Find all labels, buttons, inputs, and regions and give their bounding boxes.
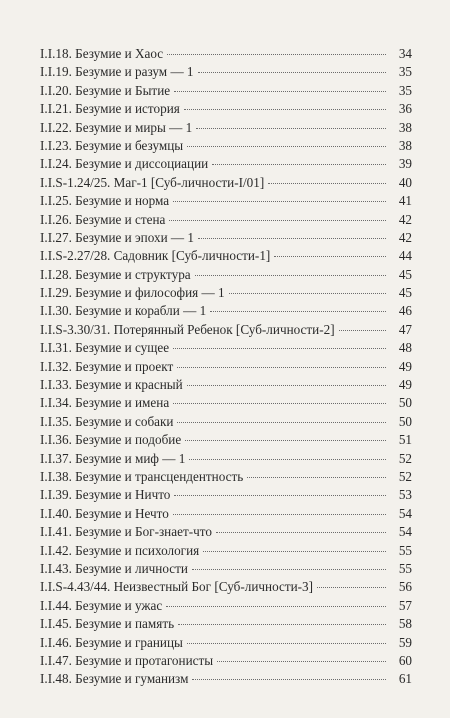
dot-leader (196, 128, 386, 129)
toc-entry-page-number: 42 (398, 229, 412, 245)
toc-entry-page-number: 47 (398, 321, 412, 337)
toc-entry (40, 284, 412, 302)
dot-leader (174, 495, 386, 496)
toc-entry-page-number: 57 (398, 597, 412, 613)
toc-entry-page-number: 55 (398, 542, 412, 558)
toc-entry-page-number: 60 (398, 652, 412, 668)
dot-leader (274, 256, 386, 257)
dot-leader (166, 606, 386, 607)
table-of-contents (40, 45, 412, 689)
dot-leader (217, 661, 386, 662)
toc-entry-title: I.I.42. Безумие и психология (40, 542, 200, 558)
dot-leader (317, 587, 386, 588)
toc-entry-title: I.I.24. Безумие и диссоциации (40, 156, 209, 172)
toc-entry (40, 302, 412, 320)
dot-leader (339, 330, 386, 331)
toc-entry (40, 339, 412, 357)
toc-entry (40, 211, 412, 229)
toc-entry-title: I.I.48. Безумие и гуманизм (40, 671, 189, 687)
toc-entry-title: I.I.S-1.24/25. Маг-1 [Суб-личности-I/01] (40, 174, 265, 190)
toc-entry-title: I.I.20. Безумие и Бытие (40, 82, 171, 98)
toc-entry-page-number: 52 (398, 468, 412, 484)
toc-entry (40, 615, 412, 633)
toc-entry (40, 468, 412, 486)
dot-leader (178, 624, 386, 625)
toc-entry-title: I.I.37. Безумие и миф — 1 (40, 450, 186, 466)
dot-leader (173, 514, 386, 515)
toc-entry-title: I.I.43. Безумие и личности (40, 560, 188, 576)
dot-leader (192, 569, 386, 570)
toc-entry-page-number: 46 (398, 303, 412, 319)
toc-entry-title: I.I.26. Безумие и стена (40, 211, 166, 227)
toc-entry (40, 45, 412, 63)
toc-entry (40, 82, 412, 100)
dot-leader (185, 440, 386, 441)
toc-entry-title: I.I.18. Безумие и Хаос (40, 46, 164, 61)
toc-entry (40, 63, 412, 81)
dot-leader (169, 220, 386, 221)
toc-entry (40, 505, 412, 523)
dot-leader (187, 385, 386, 386)
dot-leader (174, 91, 386, 92)
toc-entry (40, 542, 412, 560)
toc-entry-page-number: 40 (398, 174, 412, 190)
toc-entry-title: I.I.34. Безумие и имена (40, 395, 170, 411)
toc-entry-title: I.I.46. Безумие и границы (40, 634, 183, 650)
toc-entry-page-number: 49 (398, 377, 412, 393)
toc-entry-page-number: 44 (398, 248, 412, 264)
dot-leader (203, 551, 386, 552)
toc-entry (40, 578, 412, 596)
toc-entry-title: I.I.39. Безумие и Ничто (40, 487, 171, 503)
toc-entry (40, 652, 412, 670)
dot-leader (167, 54, 386, 55)
toc-entry-title: I.I.40. Безумие и Нечто (40, 505, 169, 521)
toc-entry (40, 523, 412, 541)
toc-entry-page-number: 59 (398, 634, 412, 650)
toc-entry (40, 450, 412, 468)
toc-entry-page-number: 45 (398, 266, 412, 282)
toc-entry-page-number: 38 (398, 119, 412, 135)
dot-leader (187, 643, 386, 644)
dot-leader (198, 238, 386, 239)
toc-entry (40, 486, 412, 504)
toc-entry-page-number: 49 (398, 358, 412, 374)
toc-entry-page-number: 36 (398, 101, 412, 117)
toc-entry-page-number: 39 (398, 156, 412, 172)
toc-entry-page-number: 55 (398, 560, 412, 576)
dot-leader (195, 275, 386, 276)
dot-leader (216, 532, 386, 533)
dot-leader (210, 311, 386, 312)
toc-entry-page-number: 61 (398, 671, 412, 687)
toc-entry-page-number: 53 (398, 487, 412, 503)
toc-entry (40, 670, 412, 688)
toc-entry-page-number: 50 (398, 413, 412, 429)
toc-entry (40, 247, 412, 265)
toc-entry (40, 100, 412, 118)
toc-entry (40, 394, 412, 412)
toc-entry-title: I.I.44. Безумие и ужас (40, 597, 163, 613)
toc-entry-title: I.I.35. Безумие и собаки (40, 413, 174, 429)
toc-entry (40, 192, 412, 210)
toc-entry (40, 229, 412, 247)
toc-entry-title: I.I.22. Безумие и миры — 1 (40, 119, 193, 135)
dot-leader (184, 109, 386, 110)
toc-entry-title: I.I.S-4.43/44. Неизвестный Бог [Суб-личности-3] (40, 579, 314, 595)
dot-leader (247, 477, 386, 478)
toc-entry-page-number: 35 (398, 64, 412, 80)
toc-entry-title: I.I.29. Безумие и философия — 1 (40, 285, 225, 301)
dot-leader (177, 422, 386, 423)
toc-entry-page-number: 45 (398, 285, 412, 301)
toc-entry-title: I.I.19. Безумие и разум — 1 (40, 64, 194, 80)
toc-entry (40, 119, 412, 137)
dot-leader (212, 164, 386, 165)
dot-leader (268, 183, 386, 184)
dot-leader (187, 146, 386, 147)
toc-entry-page-number: 42 (398, 211, 412, 227)
toc-entry-title: I.I.28. Безумие и структура (40, 266, 191, 282)
toc-entry-page-number: 38 (398, 137, 412, 153)
toc-entry-title: I.I.23. Безумие и безумцы (40, 137, 184, 153)
toc-entry-page-number: 34 (398, 46, 412, 61)
toc-entry-page-number: 50 (398, 395, 412, 411)
toc-entry-title: I.I.47. Безумие и протагонисты (40, 652, 214, 668)
toc-entry (40, 155, 412, 173)
toc-entry-title: I.I.S-2.27/28. Садовник [Суб-личности-1] (40, 248, 271, 264)
toc-entry (40, 634, 412, 652)
toc-entry (40, 137, 412, 155)
toc-entry-title: I.I.21. Безумие и история (40, 101, 180, 117)
toc-entry-page-number: 54 (398, 505, 412, 521)
dot-leader (173, 348, 386, 349)
toc-entry-title: I.I.33. Безумие и красный (40, 377, 183, 393)
toc-entry-page-number: 52 (398, 450, 412, 466)
dot-leader (192, 679, 386, 680)
toc-entry-title: I.I.31. Безумие и сущее (40, 340, 170, 356)
toc-entry-title: I.I.45. Безумие и память (40, 616, 175, 632)
toc-entry-title: I.I.41. Безумие и Бог-знает-что (40, 524, 212, 540)
toc-entry-title: I.I.38. Безумие и трансцендентность (40, 468, 244, 484)
dot-leader (229, 293, 386, 294)
toc-entry-page-number: 56 (398, 579, 412, 595)
toc-entry (40, 358, 412, 376)
toc-entry-page-number: 41 (398, 193, 412, 209)
toc-entry (40, 560, 412, 578)
toc-entry (40, 321, 412, 339)
toc-entry (40, 431, 412, 449)
toc-entry (40, 413, 412, 431)
toc-entry (40, 174, 412, 192)
dot-leader (189, 459, 386, 460)
dot-leader (173, 201, 386, 202)
toc-entry-page-number: 58 (398, 616, 412, 632)
toc-entry-title: I.I.25. Безумие и норма (40, 193, 170, 209)
dot-leader (177, 367, 386, 368)
toc-entry (40, 597, 412, 615)
toc-entry (40, 376, 412, 394)
toc-entry (40, 266, 412, 284)
dot-leader (198, 72, 386, 73)
toc-entry-page-number: 54 (398, 524, 412, 540)
toc-entry-title: I.I.27. Безумие и эпохи — 1 (40, 229, 195, 245)
toc-entry-title: I.I.30. Безумие и корабли — 1 (40, 303, 207, 319)
toc-entry-title: I.I.32. Безумие и проект (40, 358, 174, 374)
toc-entry-title: I.I.S-3.30/31. Потерянный Ребенок [Суб-личности-2] (40, 321, 335, 337)
toc-entry-page-number: 48 (398, 340, 412, 356)
toc-entry-page-number: 35 (398, 82, 412, 98)
toc-entry-page-number: 51 (398, 432, 412, 448)
toc-entry-title: I.I.36. Безумие и подобие (40, 432, 182, 448)
dot-leader (173, 403, 386, 404)
